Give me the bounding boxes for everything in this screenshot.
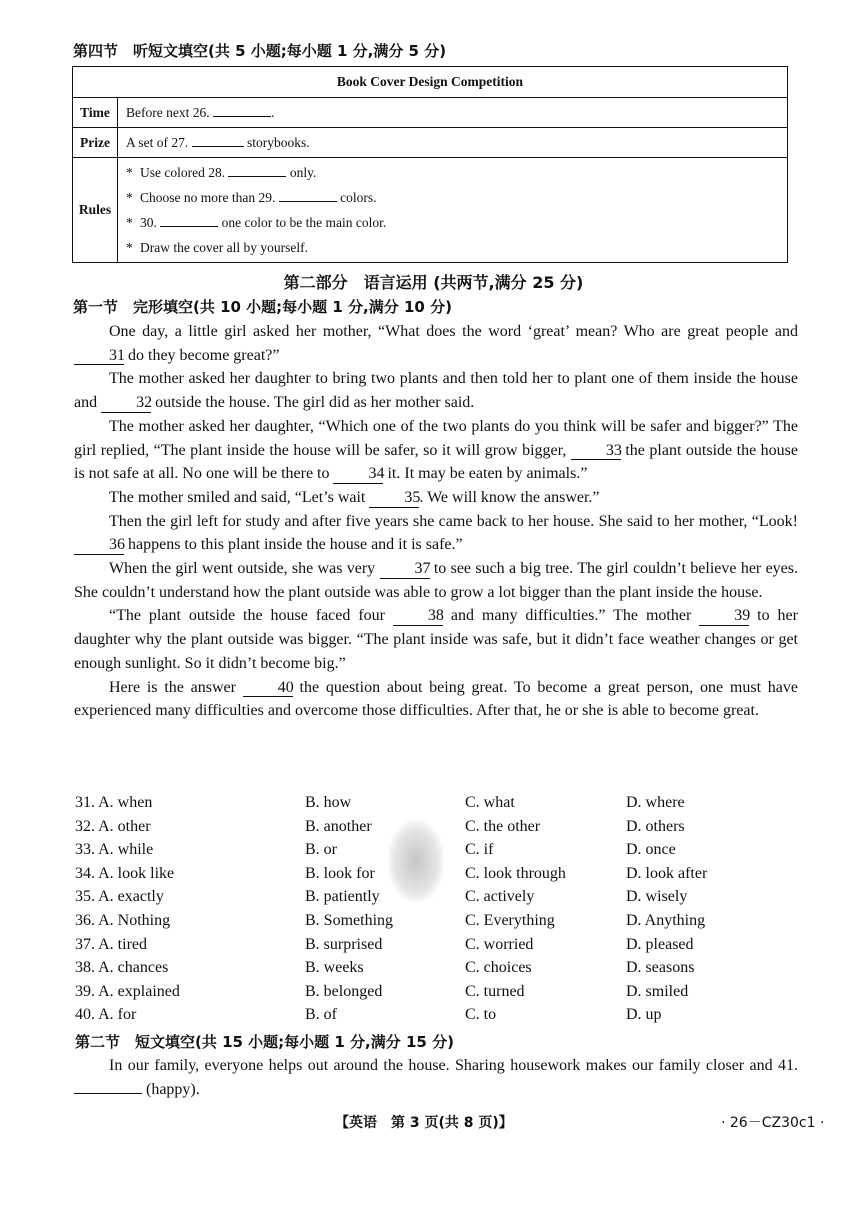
paper-code: · 26－CZ30c1 · [721, 1115, 825, 1131]
blank-38: 38 [393, 607, 443, 626]
table-row-prize [73, 128, 788, 158]
blank-35: 35 [369, 489, 419, 508]
cloze-heading: 第一节 完形填空(共 10 小题;每小题 1 分,满分 10 分) [73, 298, 452, 316]
blank-28 [228, 176, 286, 177]
fill-heading: 第二节 短文填空(共 15 小题;每小题 1 分,满分 15 分) [75, 1033, 454, 1051]
passage-paragraph: In our family, everyone helps out around the house. Sharing housework makes our family closer and 41. (happy). [74, 1054, 798, 1101]
blank-31: 31 [74, 347, 124, 366]
passage-paragraph: One day, a little girl asked her mother, “What does the word ‘great’ mean? Who are great people and 31 do they become great?” [74, 320, 798, 367]
blank-41 [74, 1093, 142, 1094]
fill-passage [74, 1054, 798, 1101]
passage-paragraph: “The plant outside the house faced four 38 and many difficulties.” The mother 39 to her daughter why the plant outside was bigger. “The plant inside was safe, but it didn’t face weather changes or get enough sunlight. So it didn’t become big.” [74, 607, 798, 672]
prize-text-after: storybooks. [247, 134, 310, 150]
table-title: Book Cover Design Competition [73, 67, 788, 98]
page-number: 【英语 第 3 页(共 8 页)】 [335, 1115, 513, 1131]
blank-37: 37 [380, 560, 430, 579]
rule-item: * Use colored 28. only. [126, 160, 779, 185]
rule-item: * Draw the cover all by yourself. [126, 235, 779, 260]
passage-paragraph: The mother asked her daughter to bring two plants and then told her to plant one of them inside the house and 32 outside the house. The girl did as her mother said. [74, 370, 798, 412]
rule-item: * Choose no more than 29. colors. [126, 185, 779, 210]
exam-page: 第四节 听短文填空(共 5 小题;每小题 1 分,满分 5 分) Book Cover Design Competition Time Before next 26. . Prize A set of 27. storybooks. Rules * Use colored 28. only. * Choose no more than 29. colors. * 30. one color to be the main color. * Draw the cover all by yourself. 第二部分 语言运用 (共两节,满分 25 分) 第一节 完形填空(共 10 小题;每小题 1 分,满分 10 分) One day, a little girl asked her mother, “What does the word ‘great’ mean? Who are great people and 31 do they become great?” The mother asked her daughter to bring two plants and then told her to plant one of them inside the house and 32 outside the house. The girl did as her mother said. The mother asked her daughter, “Which one of the two plants do you think will be safer and bigger?” The girl replied, “The plant inside the house will be safer, so it will grow bigger, 33 the plant outside the house is not safe at all. No one will be there to 34 it. It may be eaten by animals.” The mother smiled and said, “Let’s wait 35. We will know the answer.” Then the girl left for study and after five years she came back to her house. She said to her mother, “Look! 36 happens to this plant inside the house and it is safe.” When the girl went outside, she was very 37 to see such a big tree. The girl couldn’t believe her eyes. She couldn’t understand how the plant outside was able to grow a lot bigger than the plant inside the house. “The plant outside the house faced four 38 and many difficulties.” The mother 39 to her daughter why the plant outside was bigger. “The plant inside was safe, but it didn’t face weather changes or get enough sunlight. So it didn’t become big.” Here is the answer 40 the question about being great. To become a great person, one must have experienced many difficulties and overcome those difficulties. After that, he or she is able to become great. 31. A. when B. how C. what D. where 32. A. other B. another C. the other D. others 33. A. while B. or C. if D. once 34. A. look like B. look for C. look through D. look after 35. A. exactly B. patiently C. actively D. wisely 36. A. Nothing B. Something C. Everything D. Anything 37. A. tired B. surprised C. worried D. pleased 38. A. chances B. weeks C. choices D. seasons 39. A. explained B. belonged C. turned D. smiled 40. A. for B. of C. to D. up 第二节 短文填空(共 15 小题;每小题 1 分,满分 15 分) In our family, everyone helps out around the house. Sharing housework makes our family closer and 41. (happy). 【英语 第 3 页(共 8 页)】 · 26－CZ30c1 · [0, 0, 867, 1227]
blank-34: 34 [333, 465, 383, 484]
prize-label: Prize [73, 128, 118, 158]
passage-paragraph: Then the girl left for study and after five years she came back to her house. She said to her mother, “Look! 36 happens to this plant inside the house and it is safe.” [74, 510, 798, 557]
bullet-star-icon: * [126, 190, 133, 205]
passage-paragraph: The mother smiled and said, “Let’s wait 35. We will know the answer.” [109, 488, 600, 506]
competition-table [72, 66, 788, 263]
passage-paragraph: Here is the answer 40 the question about being great. To become a great person, one must have experienced many difficulties and overcome those difficulties. After that, he or she is able to become great. [74, 678, 799, 720]
blank-30 [160, 226, 218, 227]
cloze-passage [74, 320, 798, 723]
blank-32: 32 [101, 394, 151, 413]
bullet-star-icon: * [126, 215, 133, 230]
blank-39: 39 [699, 607, 749, 626]
rules-label: Rules [73, 158, 118, 263]
part2-heading: 第二部分 语言运用 (共两节,满分 25 分) [283, 273, 584, 292]
blank-27 [192, 146, 244, 147]
section4-heading: 第四节 听短文填空(共 5 小题;每小题 1 分,满分 5 分) [73, 42, 447, 60]
ink-smudge [388, 820, 444, 902]
passage-paragraph: The mother asked her daughter, “Which one of the two plants do you think will be safer and bigger?” The girl replied, “The plant inside the house will be safer, so it will grow bigger, 33 the plant outside the house is not safe at all. No one will be there to 34 it. It may be eaten by animals.” [74, 417, 799, 483]
blank-26 [213, 116, 271, 117]
blank-29 [279, 201, 337, 202]
prize-text-before: A set of 27. [126, 134, 189, 150]
blank-40: 40 [243, 679, 293, 698]
bullet-star-icon: * [126, 240, 133, 255]
table-row-rules [73, 158, 788, 263]
blank-36: 36 [74, 536, 124, 555]
rule-item: * 30. one color to be the main color. [126, 210, 779, 235]
time-label: Time [73, 98, 118, 128]
passage-paragraph: When the girl went outside, she was very 37 to see such a big tree. The girl couldn’t believe her eyes. She couldn’t understand how the plant outside was able to grow a lot bigger than the plant inside the house. [74, 560, 798, 601]
table-row-time: Time Before next 26. . [73, 98, 788, 128]
time-text: Before next 26. [126, 104, 210, 120]
blank-33: 33 [571, 442, 621, 461]
bullet-star-icon: * [126, 165, 133, 180]
